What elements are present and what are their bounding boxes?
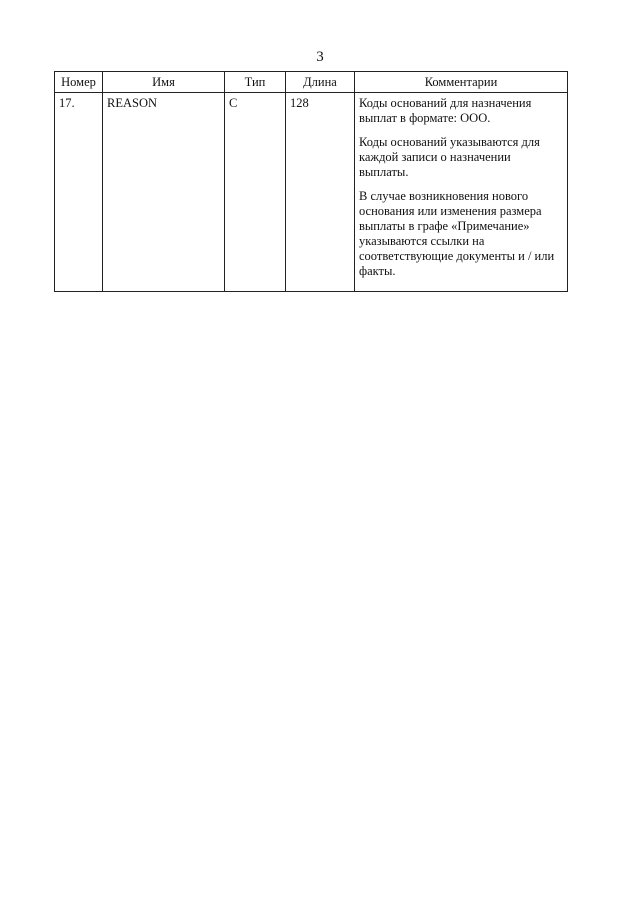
cell-length: 128	[286, 93, 355, 292]
comment-paragraph: Коды оснований указываются для каждой записи о назначении выплаты.	[359, 135, 540, 179]
data-fields-table	[54, 71, 568, 292]
header-name: Имя	[103, 72, 225, 93]
page-number: 3	[316, 49, 324, 65]
cell-comments	[355, 93, 568, 292]
cell-type: C	[225, 93, 286, 292]
header-length: Длина	[286, 72, 355, 93]
header-number: Номер	[55, 72, 103, 93]
cell-number: 17.	[55, 93, 103, 292]
comment-paragraph: Коды оснований для назначения выплат в формате: ООО.	[359, 96, 532, 125]
cell-name: REASON	[103, 93, 225, 292]
header-type: Тип	[225, 72, 286, 93]
header-comments: Комментарии	[355, 72, 568, 93]
table-header-row	[55, 72, 568, 93]
table-row	[55, 93, 568, 292]
comment-paragraph: В случае возникновения нового основания или изменения размера выплаты в графе «Примечание» указываются ссылки на соответствующие документы и / или факты.	[359, 189, 555, 278]
